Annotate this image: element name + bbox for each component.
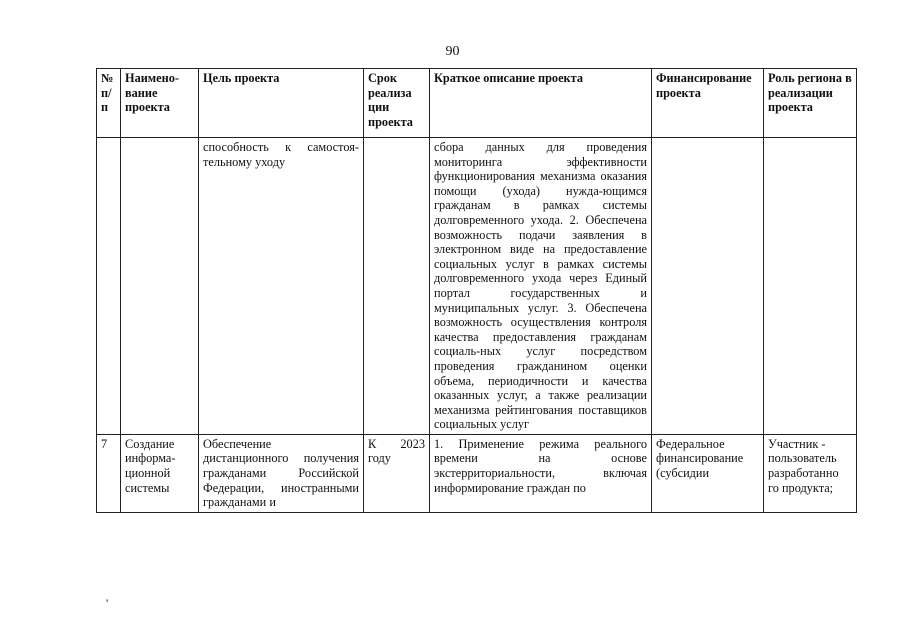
cell-financing: Федеральное финансирование (субсидии bbox=[652, 434, 764, 512]
page-number: 90 bbox=[445, 44, 460, 59]
header-financing: Финансирование проекта bbox=[652, 69, 764, 138]
header-role: Роль региона в реализации проекта bbox=[764, 69, 857, 138]
header-number: № п/ п bbox=[97, 69, 121, 138]
table-row bbox=[97, 434, 857, 512]
cell-term: К 2023 году bbox=[364, 434, 430, 512]
cell-name bbox=[121, 138, 199, 435]
header-goal: Цель проекта bbox=[199, 69, 364, 138]
cell-goal: способность к самостоя-тельному уходу bbox=[199, 138, 364, 435]
header-name: Наимено-вание проекта bbox=[121, 69, 199, 138]
cell-goal: Обеспечение дистанционного получения гражданами Российской Федерации, иностранными гражданами и bbox=[199, 434, 364, 512]
cell-role bbox=[764, 138, 857, 435]
table-row bbox=[97, 138, 857, 435]
cell-term bbox=[364, 138, 430, 435]
cell-role: Участник - пользователь разработанно го продукта; bbox=[764, 434, 857, 512]
project-table bbox=[96, 68, 857, 513]
stray-mark: ' bbox=[106, 596, 109, 610]
table-header-row bbox=[97, 69, 857, 138]
header-term: Срок реализа ции проекта bbox=[364, 69, 430, 138]
cell-number bbox=[97, 138, 121, 435]
cell-number: 7 bbox=[97, 434, 121, 512]
cell-financing bbox=[652, 138, 764, 435]
cell-name: Создание информа-ционной системы bbox=[121, 434, 199, 512]
header-description: Краткое описание проекта bbox=[430, 69, 652, 138]
cell-description: 1. Применение режима реального времени на основе экстерриториальности, включая информирование граждан по bbox=[430, 434, 652, 512]
cell-description: сбора данных для проведения мониторинга эффективности функционирования механизма оказания помощи (ухода) нужда-ющимся гражданам в рамках системы долговременного ухода. 2. Обеспечена возможность подачи заявления в электронном виде на предоставление социальных услуг в рамках системы долговременного ухода через Единый портал государственных и муниципальных услуг. 3. Обеспечена возможность осуществления контроля качества предоставления гражданам социаль-ных услуг посредством проведения гражданином оценки объема, периодичности и качества оказанных услуг, а также реализации механизма рейтингования поставщиков социальных услуг bbox=[430, 138, 652, 435]
